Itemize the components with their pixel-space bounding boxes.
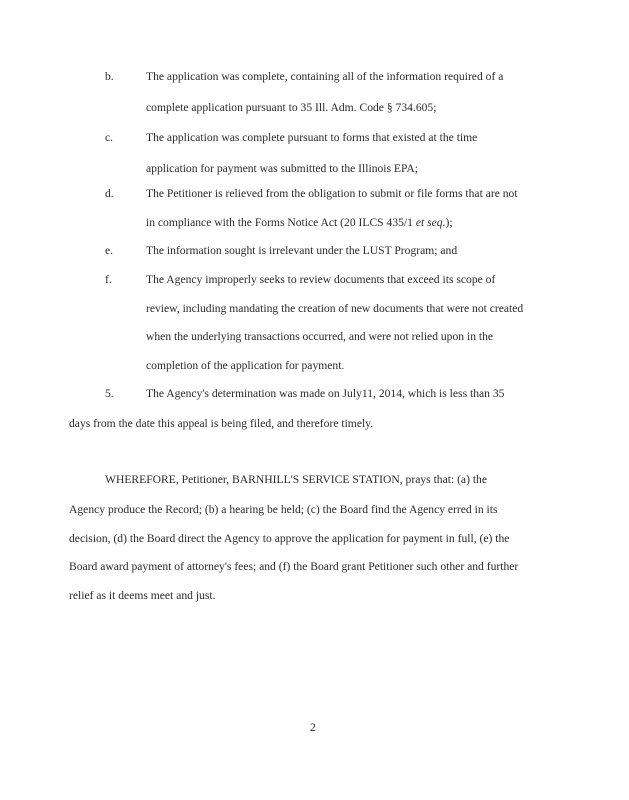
item-e-label: e.: [105, 244, 114, 257]
item-c-line-2: application for payment was submitted to the Illinois EPA;: [146, 162, 418, 175]
item-f-line-2: review, including mandating the creation of new documents that were not created: [146, 302, 524, 315]
item-c-label: c.: [105, 131, 114, 144]
paragraph-5-number: 5.: [105, 387, 114, 400]
item-c-line-1: The application was complete pursuant to forms that existed at the time: [146, 131, 478, 144]
item-b-label: b.: [105, 70, 114, 83]
paragraph-5-line-1: The Agency's determination was made on July11, 2014, which is less than 35: [146, 387, 505, 400]
item-d-et-seq: et seq.: [415, 216, 446, 229]
item-d-label: d.: [105, 187, 114, 200]
item-e-line-1: The information sought is irrelevant under the LUST Program; and: [146, 244, 458, 257]
item-b-line-1: The application was complete, containing all of the information required of a: [146, 70, 504, 83]
item-f-line-4: completion of the application for payment.: [146, 359, 345, 372]
wherefore-line-4: Board award payment of attorney's fees; and (f) the Board grant Petitioner such other and further: [69, 560, 519, 573]
page-number: 2: [310, 721, 316, 734]
item-f-label: f.: [105, 273, 112, 286]
item-d-line-1: The Petitioner is relieved from the obligation to submit or file forms that are not: [146, 187, 518, 200]
paragraph-5-line-2: days from the date this appeal is being filed, and therefore timely.: [69, 417, 374, 430]
item-d-line-2-text: in compliance with the Forms Notice Act (20 ILCS 435/1: [146, 216, 413, 229]
wherefore-line-2: Agency produce the Record; (b) a hearing be held; (c) the Board find the Agency erred in its: [69, 503, 498, 516]
item-d-line-2-tail: );: [445, 216, 453, 229]
wherefore-line-1: WHEREFORE, Petitioner, BARNHILL'S SERVICE STATION, prays that: (a) the: [105, 473, 487, 486]
wherefore-line-5: relief as it deems meet and just.: [69, 589, 216, 602]
item-f-line-1: The Agency improperly seeks to review documents that exceed its scope of: [146, 273, 496, 286]
wherefore-line-3: decision, (d) the Board direct the Agency to approve the application for payment in full, (e) the: [69, 532, 510, 545]
item-b-line-2: complete application pursuant to 35 Ill. Adm. Code § 734.605;: [146, 101, 437, 114]
item-f-line-3: when the underlying transactions occurred, and were not relied upon in the: [146, 330, 494, 343]
item-d-line-2: [146, 216, 453, 230]
